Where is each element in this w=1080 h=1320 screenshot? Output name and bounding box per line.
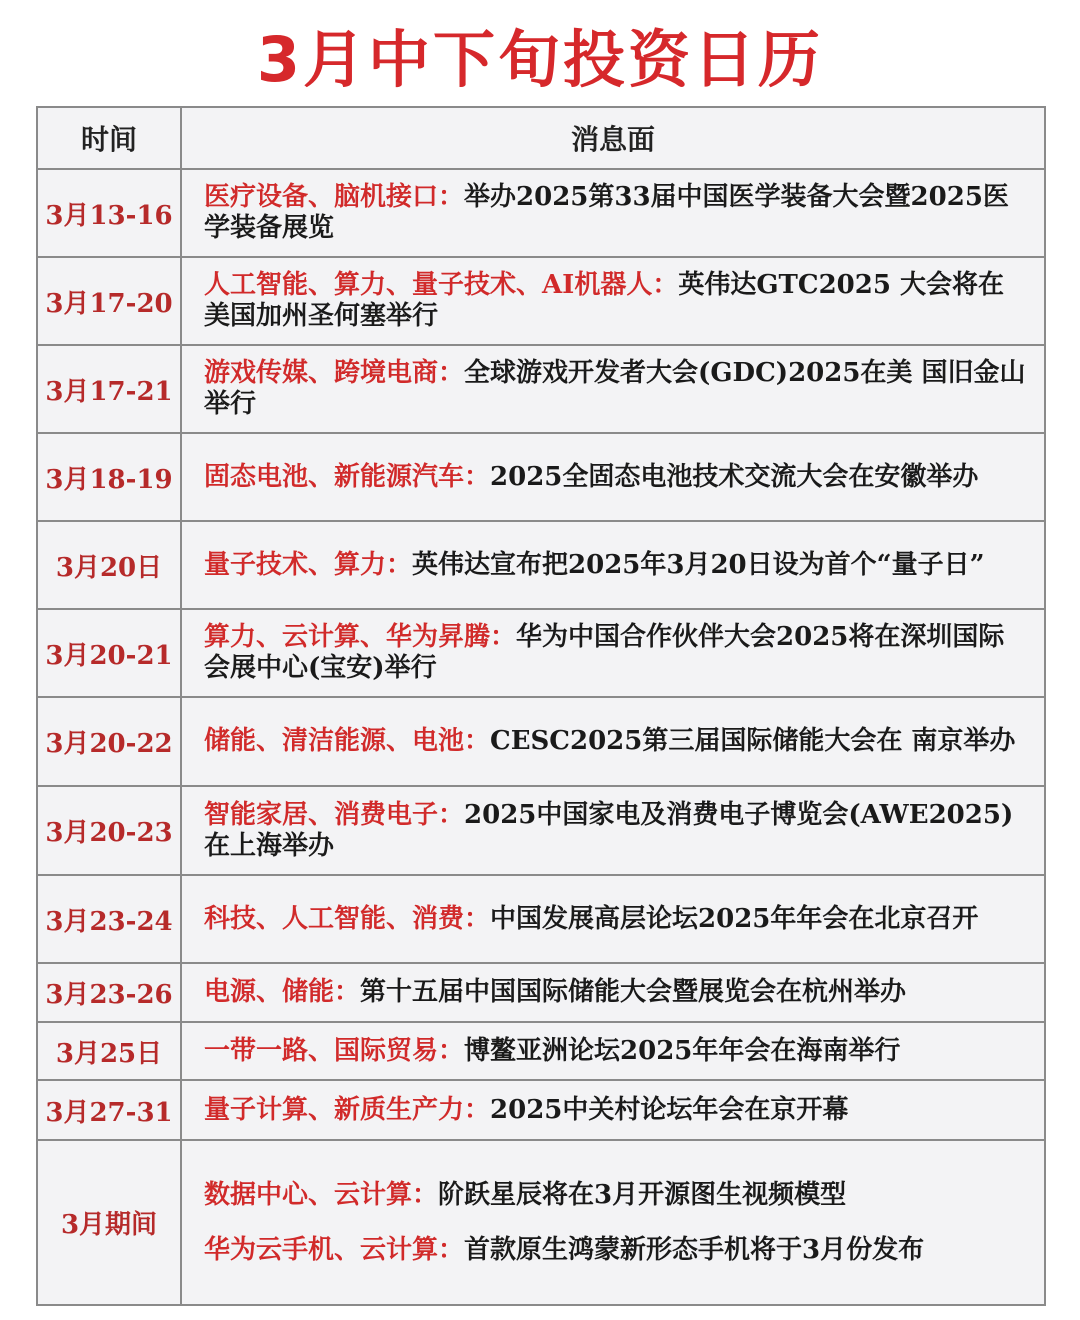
table-row: [37, 786, 1045, 875]
table-row: [37, 609, 1045, 697]
row-news: [181, 786, 1045, 875]
table-header-row: [37, 107, 1045, 169]
row-news: [181, 1022, 1045, 1080]
column-header-news: 消息面: [181, 107, 1045, 169]
row-time: 3月25日: [37, 1022, 181, 1080]
news-item: [204, 270, 1028, 332]
row-time: 3月23-24: [37, 875, 181, 963]
sector-tags: 智能家居、消费电子：: [204, 799, 465, 830]
row-time: 3月20-22: [37, 697, 181, 786]
news-item: [204, 800, 1028, 862]
row-news: [181, 433, 1045, 521]
row-news: [181, 521, 1045, 609]
news-text: 首款原生鸿蒙新形态手机将于3月份发布: [464, 1234, 925, 1265]
row-news: [181, 609, 1045, 697]
news-item: [204, 1180, 1028, 1211]
news-text: CESC2025第三届国际储能大会在 南京举办: [490, 726, 1016, 756]
news-item: [204, 1095, 1028, 1126]
sector-tags: 固态电池、新能源汽车：: [204, 461, 491, 492]
calendar-table: [36, 106, 1046, 1306]
news-item: [204, 726, 1028, 757]
news-text: 2025全固态电池技术交流大会在安徽举办: [490, 461, 979, 492]
news-text: 华为中国合作伙伴大会2025将在深圳国际会展中心(宝安)举行: [204, 622, 1005, 683]
row-news: [181, 963, 1045, 1022]
page-title: 3月中下旬投资日历: [256, 23, 824, 96]
row-time: 3月20日: [37, 521, 181, 609]
table-row: [37, 963, 1045, 1022]
sector-tags: 科技、人工智能、消费：: [204, 903, 491, 934]
sector-tags: 人工智能、算力、量子技术、AI机器人：: [204, 270, 679, 300]
news-text: 全球游戏开发者大会(GDC)2025在美 国旧金山举行: [204, 358, 1026, 419]
row-time: 3月期间: [37, 1140, 181, 1305]
table-row: [37, 345, 1045, 433]
row-time: 3月17-21: [37, 345, 181, 433]
news-item: [204, 1036, 1028, 1067]
sector-tags: 游戏传媒、跨境电商：: [204, 358, 465, 388]
table-row: [37, 257, 1045, 345]
sector-tags: 华为云手机、云计算：: [204, 1234, 465, 1265]
table-row: [37, 169, 1045, 257]
table-row: [37, 1140, 1045, 1305]
news-item: [204, 358, 1028, 420]
table-row: [37, 697, 1045, 786]
row-time: 3月23-26: [37, 963, 181, 1022]
sector-tags: 量子计算、新质生产力：: [204, 1094, 491, 1125]
sector-tags: 电源、储能：: [204, 977, 361, 1007]
news-item: [204, 462, 1028, 493]
row-time: 3月17-20: [37, 257, 181, 345]
sector-tags: 一带一路、国际贸易：: [204, 1035, 465, 1066]
sector-tags: 算力、云计算、华为昇腾：: [204, 622, 517, 652]
row-time: 3月20-23: [37, 786, 181, 875]
news-text: 第十五届中国国际储能大会暨展览会在杭州举办: [360, 977, 907, 1007]
news-text: 中国发展高层论坛2025年年会在北京召开: [490, 903, 979, 934]
row-news: [181, 1140, 1045, 1305]
news-text: 阶跃星辰将在3月开源图生视频模型: [438, 1179, 847, 1210]
row-time: 3月13-16: [37, 169, 181, 257]
table-row: [37, 433, 1045, 521]
news-text: 2025中国家电及消费电子博览会(AWE2025)在上海举办: [204, 799, 1014, 861]
row-news: [181, 875, 1045, 963]
news-text: 2025中关村论坛年会在京开幕: [490, 1094, 849, 1125]
row-time: 3月27-31: [37, 1080, 181, 1140]
news-item: [204, 1235, 1028, 1266]
row-time: 3月18-19: [37, 433, 181, 521]
table-row: [37, 1022, 1045, 1080]
news-text: 举办2025第33届中国医学装备大会暨2025医学装备展览: [204, 182, 1009, 243]
row-news: [181, 345, 1045, 433]
row-time: 3月20-21: [37, 609, 181, 697]
news-text: 英伟达GTC2025 大会将在美国加州圣何塞举行: [204, 270, 1005, 331]
news-item: [204, 182, 1028, 244]
sector-tags: 量子技术、算力：: [204, 549, 413, 580]
sector-tags: 医疗设备、脑机接口：: [204, 182, 465, 212]
row-news: [181, 257, 1045, 345]
news-text: 英伟达宣布把2025年3月20日设为首个“量子日”: [412, 549, 985, 580]
sector-tags: 储能、清洁能源、电池：: [204, 726, 491, 756]
sector-tags: 数据中心、云计算：: [204, 1179, 439, 1210]
row-news: [181, 169, 1045, 257]
news-item: [204, 550, 1028, 581]
news-text: 博鳌亚洲论坛2025年年会在海南举行: [464, 1035, 901, 1066]
news-item: [204, 622, 1028, 684]
news-item: [204, 977, 1028, 1008]
table-row: [37, 1080, 1045, 1140]
column-header-time: 时间: [37, 107, 181, 169]
news-item: [204, 904, 1028, 935]
table-row: [37, 521, 1045, 609]
row-news: [181, 1080, 1045, 1140]
row-news: [181, 697, 1045, 786]
table-row: [37, 875, 1045, 963]
